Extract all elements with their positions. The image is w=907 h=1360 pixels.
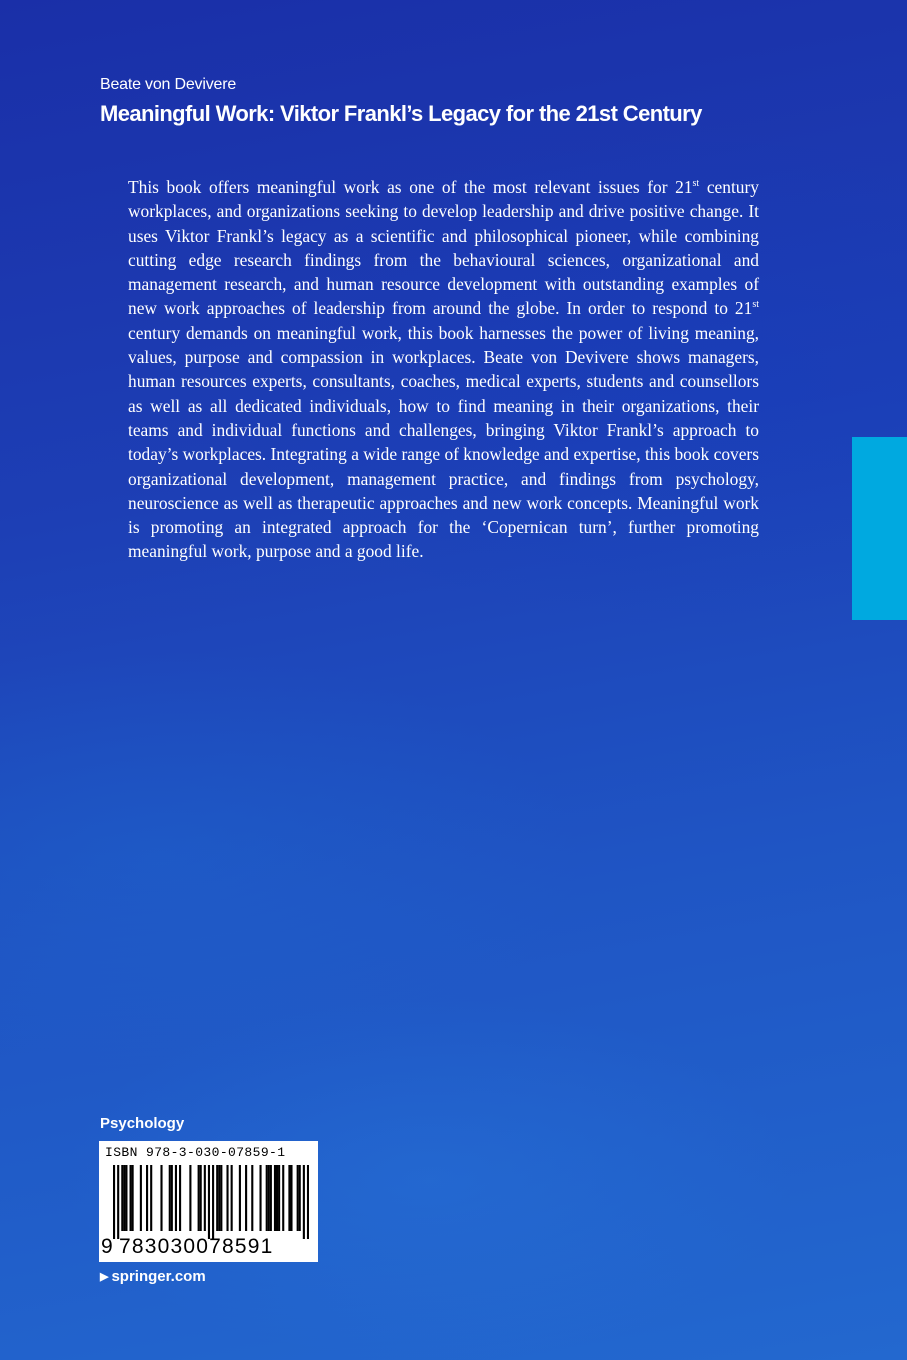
barcode-bar <box>179 1165 181 1231</box>
play-arrow-icon: ▶ <box>100 1271 109 1283</box>
ordinal-suffix: st <box>752 299 759 311</box>
barcode-bar <box>245 1165 247 1231</box>
barcode-bar <box>208 1165 210 1239</box>
barcode-bar <box>113 1165 115 1239</box>
barcode-bar <box>239 1165 241 1231</box>
book-description <box>128 175 759 564</box>
barcode-bar <box>274 1165 276 1231</box>
barcode-bar <box>270 1165 272 1231</box>
author-name: Beate von Devivere <box>100 76 237 93</box>
barcode-bar <box>259 1165 261 1231</box>
barcode-bar <box>204 1165 206 1231</box>
barcode-bar <box>169 1165 171 1231</box>
barcode-bar <box>198 1165 200 1231</box>
barcode-bar <box>117 1165 119 1239</box>
barcode-bar <box>132 1165 134 1231</box>
description-part-3: century demands on meaningful work, this book harnesses the power of living meaning, values, purpose and compassion in workplaces. Beate von Devivere shows managers, human resources experts, consultants, coaches, medical experts, students and counsellors as well as all dedicated individuals, how to find meaning in their organizations, their teams and individual functions and challenges, bringing Viktor Frankl’s approach to today’s workplaces. Integrating a wide range of knowledge and expertise, this book covers organizational development, management practice, and findings from psychology, neuroscience as well as therapeutic approaches and new work concepts. Meaningful work is promoting an integrated approach for the ‘Copernican turn’, further promoting meaningful work, purpose and a good life. <box>128 322 759 562</box>
barcode-bar <box>251 1165 253 1231</box>
barcode-bar <box>189 1165 191 1231</box>
barcode-bar <box>123 1165 125 1231</box>
barcode-bar <box>268 1165 270 1231</box>
barcode-bar <box>266 1165 268 1231</box>
barcode-bar <box>160 1165 162 1231</box>
barcode-bar <box>216 1165 218 1231</box>
barcode-number: 783030078591 <box>119 1235 274 1258</box>
barcode-bar <box>288 1165 290 1231</box>
isbn-barcode <box>99 1141 318 1262</box>
barcode-bar <box>130 1165 132 1231</box>
barcode-lead-digit: 9 <box>101 1235 113 1258</box>
barcode-bar <box>307 1165 309 1239</box>
ordinal-suffix: st <box>692 178 700 190</box>
book-title: Meaningful Work: Viktor Frankl’s Legacy for the 21st Century <box>100 101 702 126</box>
publisher-url: springer.com <box>111 1268 206 1285</box>
barcode-bar <box>146 1165 148 1231</box>
barcode-bar <box>226 1165 228 1231</box>
barcode-bar <box>231 1165 233 1231</box>
barcode-bar <box>299 1165 301 1231</box>
barcode-bar <box>175 1165 177 1231</box>
barcode-bar <box>290 1165 292 1231</box>
barcode-bar <box>140 1165 142 1231</box>
barcode-bar <box>212 1165 214 1239</box>
barcode-bar <box>218 1165 220 1231</box>
description-part-1: This book offers meaningful work as one of the most relevant issues for 21 <box>128 177 693 197</box>
subject-category: Psychology <box>100 1115 185 1132</box>
barcode-bar <box>125 1165 127 1231</box>
isbn-label: ISBN 978-3-030-07859-1 <box>105 1145 286 1160</box>
barcode-bar <box>278 1165 280 1231</box>
barcode-bar <box>150 1165 152 1231</box>
barcode-graphic <box>113 1165 309 1239</box>
barcode-bar <box>276 1165 278 1231</box>
barcode-bar <box>121 1165 123 1231</box>
barcode-bar <box>220 1165 222 1231</box>
barcode-bar <box>200 1165 202 1231</box>
barcode-bar <box>282 1165 284 1231</box>
barcode-bar <box>171 1165 173 1231</box>
barcode-bars <box>113 1165 309 1239</box>
description-part-2: century workplaces, and organizations seeking to develop leadership and drive positive change. It uses Viktor Frankl’s legacy as a scientific and philosophical pioneer, while combining cutting edge research findings from the behavioural sciences, organizational and management research, and human resource development with outstanding examples of new work approaches of leadership from around the globe. In order to respond to 21 <box>128 177 759 319</box>
barcode-bar <box>303 1165 305 1239</box>
publisher-link[interactable] <box>100 1268 206 1285</box>
barcode-bar <box>297 1165 299 1231</box>
color-edge-tab <box>852 437 907 620</box>
